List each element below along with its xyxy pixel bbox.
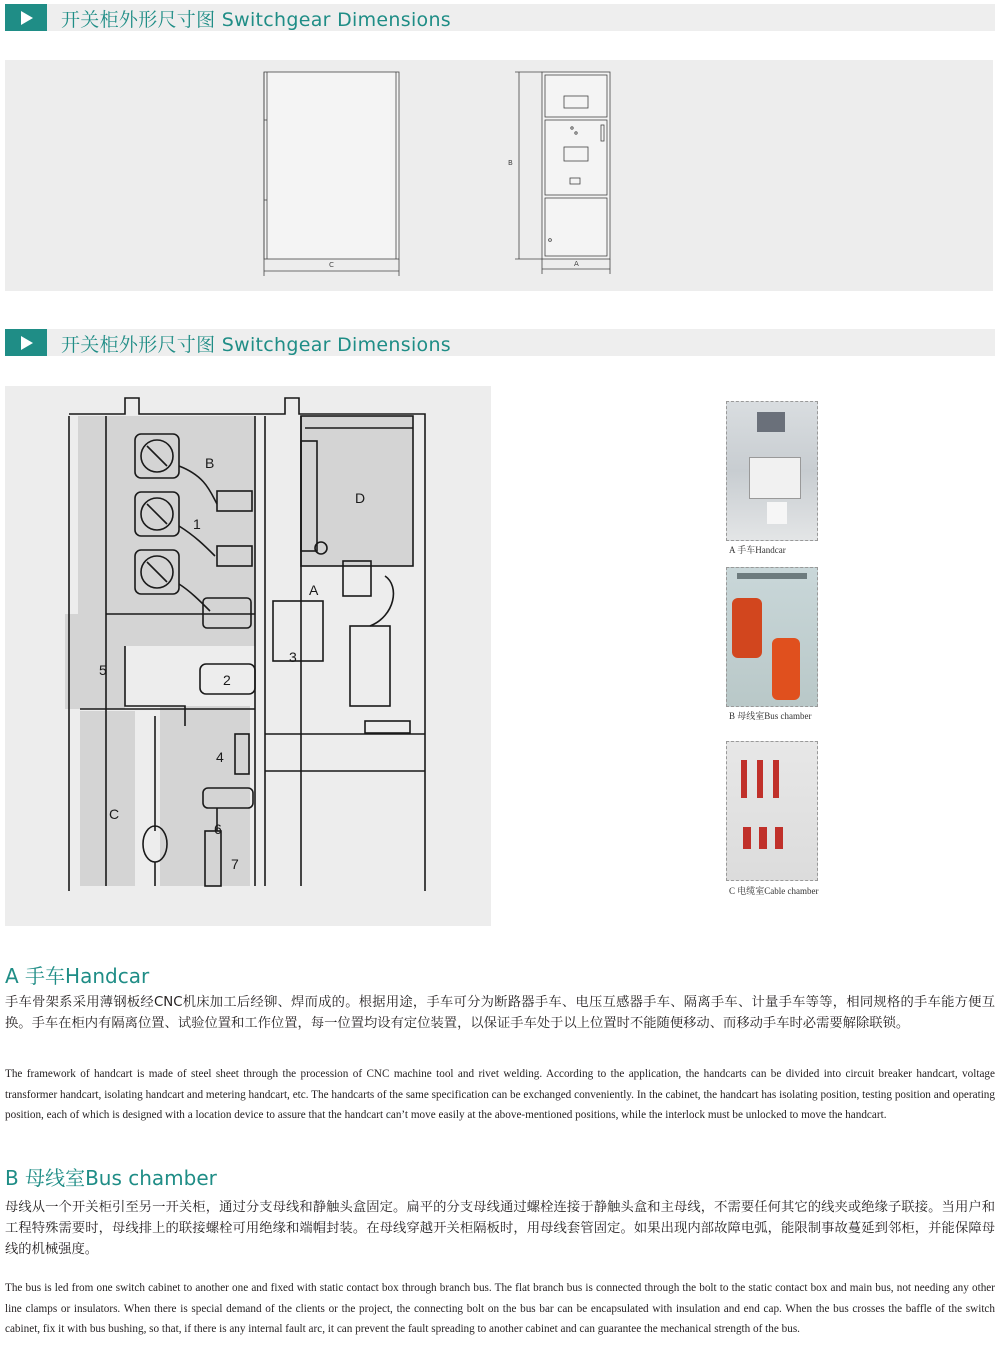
label-7: 7 bbox=[231, 856, 239, 872]
bus-text-zh: 母线从一个开关柜引至另一开关柜，通过分支母线和静触头盒固定。扁平的分支母线通过螺栓连接于静触头盒和主母线，不需要任何其它的线夹或绝缘子联接。当用户和工程特殊需要时，母线排上的联接螺栓可用绝缘和端帽封装。在母线穿越开关柜隔板时，用母线套管固定。如果出现内部故障电弧，能限制事故蔓延到邻柜，并能保障母线的机械强度。 bbox=[5, 1200, 995, 1257]
switchgear-section-drawing bbox=[5, 386, 491, 926]
photo-caption: A 手车Handcar bbox=[729, 545, 786, 555]
label-d: D bbox=[355, 490, 366, 506]
label-b: B bbox=[205, 455, 215, 471]
cable-chamber-photo bbox=[726, 741, 818, 881]
dimension-label-b: B bbox=[508, 159, 513, 167]
bus-title: B 母线室Bus chamber bbox=[5, 1166, 217, 1190]
label-c: C bbox=[109, 806, 120, 822]
photo-caption: C 电缆室Cable chamber bbox=[729, 886, 819, 896]
label-1: 1 bbox=[193, 516, 201, 532]
outline-drawing-panel bbox=[5, 60, 993, 291]
bus-chamber-photo bbox=[726, 567, 818, 707]
dimension-label-c: C bbox=[329, 261, 334, 269]
dimension-label-a: A bbox=[574, 260, 579, 268]
handcar-text-en: The framework of handcart is made of steel sheet through the procession of CNC machine tool and rivet welding. According to the application, the handcarts can be divided into circuit breaker handcart, voltage transformer handcart, isolating handcart and metering handcart, etc. The handcarts of the same specification can be exchanged conveniently. In the cabinet, the handcart has isolating position, testing position and operating position, each of which is designed with a location device to assure that the handcart can’t move easily at the above-mentioned positions, while the interlock must be unlocked to move the handcart. bbox=[5, 1068, 995, 1122]
section-header-dimensions-2 bbox=[5, 329, 995, 356]
switchgear-outline-drawing bbox=[5, 60, 993, 291]
photo-caption: B 母线室Bus chamber bbox=[729, 711, 812, 721]
label-a: A bbox=[309, 582, 319, 598]
section-header-dimensions-1 bbox=[5, 4, 995, 31]
handcar-text-zh: 手车骨架系采用薄钢板经CNC机床加工后经铆、焊而成的。根据用途，手车可分为断路器手车、电压互感器手车、隔离手车、计量手车等等，相同规格的手车能方便互换。手车在柜内有隔离位置、试验位置和工作位置，每一位置均设有定位装置，以保证手车处于以上位置时不能随便移动、而移动手车时必需要解除联锁。 bbox=[5, 995, 995, 1031]
handcar-photo bbox=[726, 401, 818, 541]
label-5: 5 bbox=[99, 662, 107, 678]
play-arrow-icon bbox=[5, 4, 47, 31]
play-arrow-icon bbox=[5, 329, 47, 356]
label-2: 2 bbox=[223, 672, 231, 688]
label-3: 3 bbox=[289, 649, 297, 665]
section-drawing-panel bbox=[5, 386, 491, 926]
bus-text-en: The bus is led from one switch cabinet to another one and fixed with static contact box through branch bus. The flat branch bus is connected through the bolt to the static contact box and main bus, not needing any other line clamps or insulators. When there is special demand of the clients or the project, the connecting bolt on the bus bar can be encapsulated with insulation and end cap. When the bus crosses the baffle of the switch cabinet, fix it with bus bushing, so that, if there is any internal fault arc, it can prevent the fault spreading to another cabinet and can guarantee the mechanical strength of the bus. bbox=[5, 1282, 995, 1336]
handcar-title: A 手车Handcar bbox=[5, 964, 150, 988]
section-header-title: 开关柜外形尺寸图 Switchgear Dimensions bbox=[61, 9, 451, 31]
label-4: 4 bbox=[216, 749, 224, 765]
section-header-title: 开关柜外形尺寸图 Switchgear Dimensions bbox=[61, 334, 451, 356]
label-6: 6 bbox=[214, 821, 222, 837]
